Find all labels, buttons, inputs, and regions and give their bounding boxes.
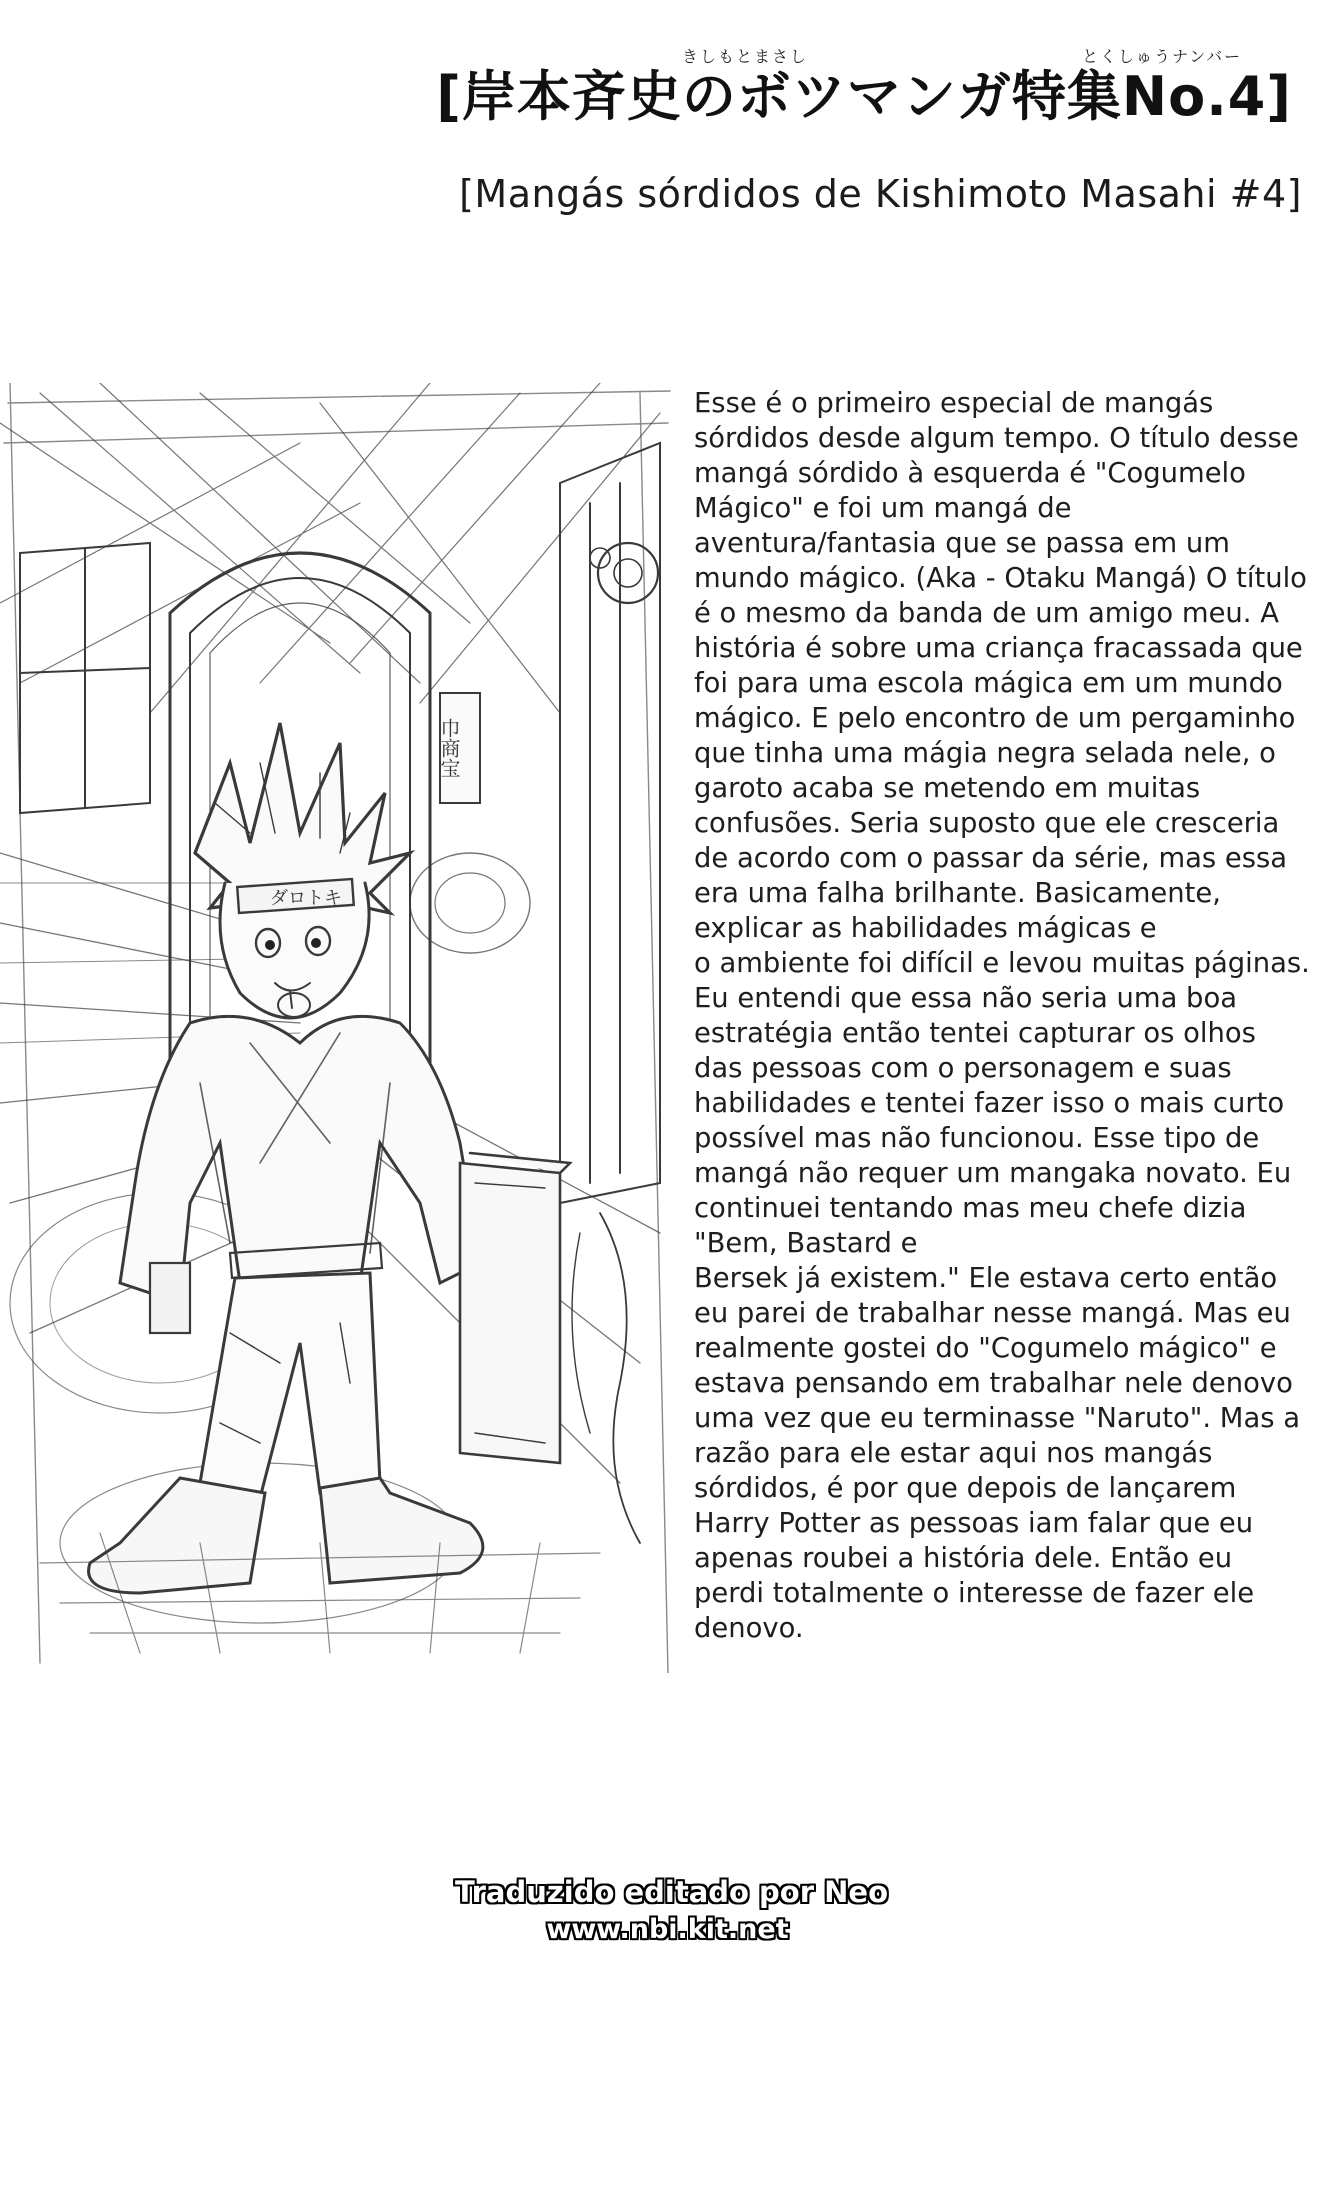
body-line: realmente gostei do "Cogumelo mágico" e — [694, 1333, 1277, 1364]
headband-glyphs: ダロトキ — [270, 888, 342, 909]
body-line: "Bem, Bastard e — [694, 1228, 918, 1259]
body-line: continuei tentando mas meu chefe dizia — [694, 1193, 1247, 1224]
body-line: Bersek já existem." Ele estava certo então — [694, 1263, 1278, 1294]
body-line: razão para ele estar aqui nos mangás — [694, 1438, 1213, 1469]
body-line: mangá sórdido à esquerda é "Cogumelo — [694, 458, 1246, 489]
body-line: Eu entendi que essa não seria uma boa — [694, 983, 1237, 1014]
body-line: confusões. Seria suposto que ele cresceria — [694, 808, 1280, 839]
furigana-special-number: とくしゅうナンバー — [1082, 47, 1243, 66]
article-body-text — [694, 386, 1314, 1646]
body-line: o ambiente foi difícil e levou muitas páginas. — [694, 948, 1310, 979]
body-line: história é sobre uma criança fracassada que — [694, 633, 1303, 664]
body-line: habilidades e tentei fazer isso o mais curto — [694, 1088, 1285, 1119]
body-line: que tinha uma mágia negra selada nele, o — [694, 738, 1276, 769]
body-line: uma vez que eu terminasse "Naruto". Mas a — [694, 1403, 1300, 1434]
credit-website: www.nbi.kit.net — [546, 1914, 789, 1945]
sketch-svg — [0, 383, 675, 1673]
body-line: estratégia então tentei capturar os olhos — [694, 1018, 1256, 1049]
body-line: foi para uma escola mágica em um mundo — [694, 668, 1283, 699]
body-line: garoto acaba se metendo em muitas — [694, 773, 1201, 804]
credit-translator: Traduzido editado por Neo — [455, 1875, 888, 1909]
body-line: das pessoas com o personagem e suas — [694, 1053, 1232, 1084]
body-line: estava pensando em trabalhar nele denovo — [694, 1368, 1293, 1399]
body-line: eu parei de trabalhar nesse mangá. Mas eu — [694, 1298, 1291, 1329]
portuguese-title: [Mangás sórdidos de Kishimoto Masahi #4] — [459, 172, 1302, 216]
body-line: Harry Potter as pessoas iam falar que eu — [694, 1508, 1254, 1539]
body-line: mundo mágico. (Aka - Otaku Mangá) O título — [694, 563, 1307, 594]
scanlation-credits — [455, 1873, 888, 1949]
body-line: sórdidos desde algum tempo. O título desse — [694, 423, 1299, 454]
manga-sketch-illustration — [0, 383, 675, 1673]
body-line: é o mesmo da banda de um amigo meu. A — [694, 598, 1279, 629]
body-line: perdi totalmente o interesse de fazer ele — [694, 1578, 1255, 1609]
shop-sign-glyphs: 巾商宝 — [437, 718, 461, 778]
body-line: possível mas não funcionou. Esse tipo de — [694, 1123, 1260, 1154]
furigana-row — [392, 44, 1292, 66]
body-line: aventura/fantasia que se passa em um — [694, 528, 1230, 559]
body-line: era uma falha brilhante. Basicamente, — [694, 878, 1221, 909]
body-line: apenas roubei a história dele. Então eu — [694, 1543, 1233, 1574]
body-line: sórdidos, é por que depois de lançarem — [694, 1473, 1237, 1504]
body-line: explicar as habilidades mágicas e — [694, 913, 1157, 944]
body-line: denovo. — [694, 1613, 804, 1644]
body-line: de acordo com o passar da série, mas essa — [694, 843, 1288, 874]
body-line: mágico. E pelo encontro de um pergaminho — [694, 703, 1296, 734]
body-line: Mágico" e foi um mangá de — [694, 493, 1072, 524]
body-line: mangá não requer um mangaka novato. Eu — [694, 1158, 1292, 1189]
furigana-author: きしもとまさし — [682, 47, 809, 66]
body-line: Esse é o primeiro especial de mangás — [694, 388, 1214, 419]
japanese-title-block — [392, 44, 1292, 128]
japanese-title: [岸本斉史のボツマンガ特集No.4] — [436, 65, 1292, 128]
